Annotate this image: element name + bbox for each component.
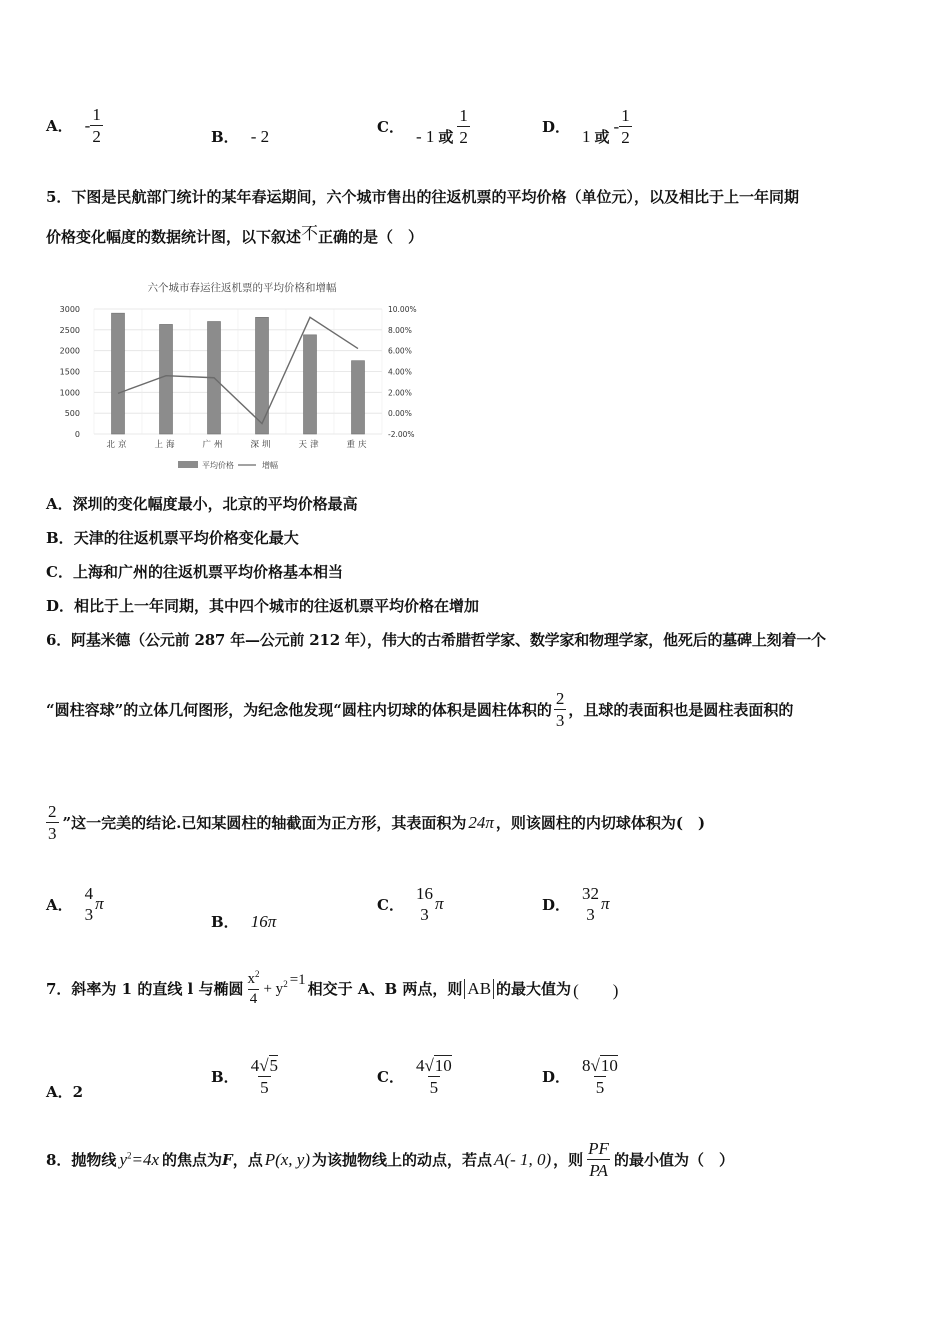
y-tick-left: 2500 [59,325,80,335]
minus-sign: - [613,116,620,136]
option-label: B． [211,128,239,146]
x-tick-label: 广州 [202,440,226,450]
q5-option-c[interactable] [46,561,343,582]
chart-title: 六个城市春运往返机票的平均价格和增幅 [147,282,337,294]
point-a: A(- 1, 0) [494,1149,552,1169]
x-tick-label: 重庆 [346,440,370,450]
bar-北京 [112,313,125,434]
or-word: 或 [438,128,454,146]
y-tick-left: 1000 [59,388,80,398]
option-label: D． [542,118,571,136]
q6-stem-line3: $\frac{2}{3}$ ”这一完美的结论.已知某圆柱的轴截面为正方形，其表面积为 24π ，则该圆柱的内切球体积为( ) [48,802,706,843]
y-tick-left: 500 [64,409,80,419]
abs-ab: AB [464,979,494,999]
y-tick-right: 4.00% [388,367,412,377]
left-axis-ticks [60,305,80,439]
option-label: B． [46,529,74,547]
option-text: 天津的往返机票平均价格变化最大 [73,529,299,547]
option-label: C． [377,118,404,136]
q4-option-d[interactable] [542,106,632,147]
fraction-two-thirds: $\frac{2}{3}$ [48,802,57,843]
fraction: $\frac{8√10}{5}$ [582,1056,618,1097]
option-label: D． [542,895,571,914]
q6-option-a[interactable]: A． 4 3 π [46,884,104,924]
q5-option-b[interactable] [46,527,299,548]
x-tick-label: 深圳 [250,440,274,450]
option-value: 1 [582,126,591,146]
q5-option-d[interactable] [46,595,479,616]
option-value: 16π [250,911,277,931]
point-p: P(x, y) [264,1149,311,1169]
q4-option-a[interactable] [46,106,103,145]
y-tick-left: 1500 [59,367,80,377]
fraction: 4 3 [84,884,94,924]
ellipse-fraction: $\frac{x^2}{4}$ [247,969,260,1007]
option-label: B． [211,1068,239,1086]
q4-options [46,100,926,155]
q6-option-d[interactable]: D． 32 3 π [542,884,610,924]
surface-area: 24π [468,812,494,832]
fraction: $\frac{1}{2}$ [621,106,630,147]
legend-label-line: 增幅 [262,461,278,470]
q7-stem: 7．斜率为 1 的直线 l 与椭圆 $\frac{x^2}{4}$ + $y^2$ =1 相交于 A、B 两点，则 AB 的最大值为 ( ) [46,969,619,1007]
option-text: 上海和广州的往返机票平均价格基本相当 [72,563,343,581]
ratio-fraction: $\frac{PF}{PA}$ [588,1139,609,1180]
legend-label-bar: 平均价格 [202,461,234,470]
chart-grid [94,309,382,434]
option-value: - 2 [250,126,270,146]
q4-option-b[interactable] [211,126,269,147]
or-word: 或 [594,128,610,146]
option-label: A． [46,895,73,914]
q7-option-c[interactable] [377,1057,454,1096]
q6-option-b[interactable] [211,911,276,932]
fraction: 32 3 [582,884,600,924]
minus-sign: - [84,115,91,135]
fraction-two-thirds: $\frac{2}{3}$ [555,689,565,730]
bar-深圳 [256,317,269,434]
q6-option-c[interactable]: C． 16 3 π [377,884,444,924]
bar-上海 [160,324,173,434]
q5-option-a[interactable] [46,493,358,514]
y-tick-right: 8.00% [388,325,412,335]
q5-stem-line2: 价格变化幅度的数据统计图，以下叙述不正确的是（ ） [46,224,424,246]
y-tick-right: -2.00% [388,430,415,439]
option-text: 深圳的变化幅度最小，北京的平均价格最高 [72,495,358,513]
y-tick-left: 3000 [59,305,80,314]
fraction: $\frac{4√10}{5}$ [415,1056,452,1097]
right-axis-ticks [388,305,417,439]
price-chart [52,276,442,476]
legend-swatch-bar [178,461,198,468]
option-label: D． [542,1068,571,1086]
fraction: $\frac{1}{2}$ [459,106,468,147]
option-label: B． [211,913,239,931]
q7-option-a[interactable] [46,1081,83,1102]
q7-options [46,1055,926,1110]
q7-option-b[interactable] [211,1057,280,1096]
y-tick-right: 6.00% [388,346,412,356]
chart-legend [178,460,278,470]
x-tick-label: 上海 [154,440,178,450]
option-label: C． [46,563,73,581]
option-label: C． [377,895,404,914]
option-label: A． [46,495,73,513]
bar-重庆 [352,361,365,434]
q8-stem: 8．抛物线 $y^2=4x$ 的焦点为 F ，点 P(x, y) 为该抛物线上的动点，若点 A(- 1, 0) ，则 $\frac{PF}{PA}$ 的最小值为（ ） [46,1139,734,1180]
option-label: C． [377,1068,404,1086]
fraction: 16 3 [415,884,433,924]
q6-options [46,885,926,940]
y-tick-right: 0.00% [388,409,412,419]
fraction: $\frac{4√5}{5}$ [250,1056,279,1097]
q4-option-c[interactable] [377,106,470,147]
y-tick-right: 10.00% [388,305,417,314]
option-value: 2 [72,1083,84,1101]
option-label: A． [46,117,73,135]
focus-f: F [222,1150,233,1169]
option-label: D． [46,597,75,615]
bar-天津 [304,335,317,434]
x-tick-label: 天津 [298,440,322,450]
y-tick-right: 2.00% [388,388,412,398]
q6-stem-line2: “圆柱容球”的立体几何图形，为纪念他发现“圆柱内切球的体积是圆柱体积的 $\frac{2}{3}$ ，且球的表面积也是圆柱表面积的 [46,689,794,730]
y-tick-left: 0 [74,430,80,439]
q6-stem-line1: 6．阿基米德（公元前 287 年—公元前 212 年），伟大的古希腊哲学家、数学家和物理学家，他死后的墓碑上刻着一个 [46,631,826,649]
fraction: $\frac{1}{2}$ [92,105,101,146]
option-label: A． [46,1083,73,1101]
q5-stem-line1: 5．下图是民航部门统计的某年春运期间，六个城市售出的往返机票的平均价格（单位元），以及相比于上一年同期 [46,188,799,206]
y-tick-left: 2000 [59,346,80,356]
q7-option-d[interactable] [542,1057,620,1096]
option-text: 相比于上一年同期，其中四个城市的往返机票平均价格在增加 [74,597,480,615]
category-labels [106,439,369,450]
x-tick-label: 北京 [106,440,130,450]
option-value: - 1 [415,126,435,146]
